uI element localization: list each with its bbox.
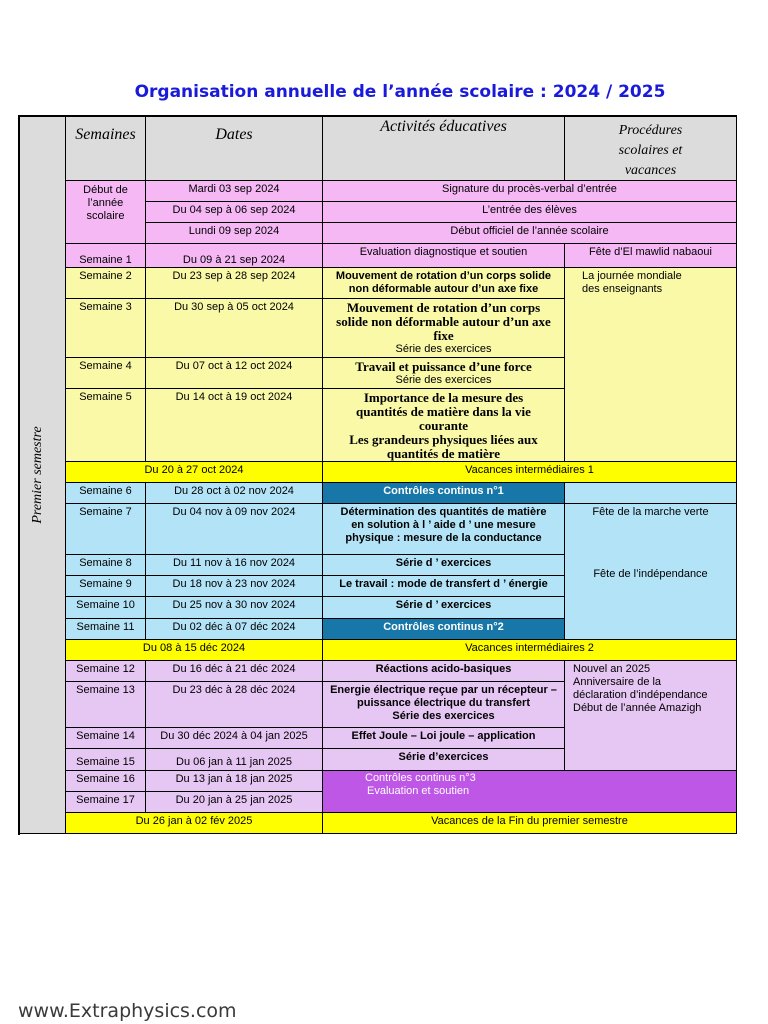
activity-week-14: Effet Joule – Loi joule – application	[323, 728, 565, 749]
procedure-independence: Fête de l’indépendance	[593, 568, 708, 580]
procedure-line: déclaration d’indépendance	[573, 689, 708, 701]
date-week-10: Du 25 nov à 30 nov 2024	[146, 597, 323, 619]
activity-line: courante	[418, 418, 469, 433]
header-procedures-line: Procédures	[618, 123, 683, 138]
activity-line: Série des exercices	[395, 374, 492, 386]
activity-week-8: Série d ’ exercices	[323, 555, 565, 576]
activity-line: non déformable autour d’un axe fixe	[348, 283, 539, 295]
activity-weeks-16-17	[323, 771, 737, 813]
procedure-line: La journée mondiale	[582, 270, 682, 282]
week-10: Semaine 10	[66, 597, 146, 619]
holiday-1-date: Du 20 à 27 oct 2024	[66, 462, 323, 483]
date-week-5: Du 14 oct à 19 oct 2024	[146, 389, 323, 462]
week-1: Semaine 1	[66, 244, 146, 268]
date-week-6: Du 28 oct à 02 nov 2024	[146, 483, 323, 504]
start-week-cell	[66, 181, 146, 244]
activity-line: physique : mesure de la conductance	[345, 532, 542, 544]
week-9: Semaine 9	[66, 576, 146, 597]
header-dates: Dates	[146, 117, 323, 181]
date-week-4: Du 07 oct à 12 oct 2024	[146, 358, 323, 389]
activity-week-2	[323, 268, 565, 299]
procedure-november	[565, 504, 737, 640]
activity-line: Mouvement de rotation d’un corps	[346, 300, 541, 315]
activity-line: Contrôles continus n°3	[365, 772, 476, 784]
procedure-winter	[565, 661, 737, 771]
week-4: Semaine 4	[66, 358, 146, 389]
date-week-11: Du 02 déc à 07 déc 2024	[146, 619, 323, 640]
holiday-3-date: Du 26 jan à 02 fév 2025	[66, 813, 323, 834]
footer-website: www.Extraphysics.com	[18, 1000, 237, 1022]
activity-week-1: Evaluation diagnostique et soutien	[323, 244, 565, 268]
week-3: Semaine 3	[66, 299, 146, 358]
activity-line: quantités de matière	[386, 446, 501, 461]
header-procedures-line: scolaires et	[618, 143, 683, 158]
date-week-14: Du 30 déc 2024 à 04 jan 2025	[146, 728, 323, 749]
activity-line: fixe	[433, 328, 454, 343]
activity-week-9: Le travail : mode de transfert d ’ énergie	[323, 576, 565, 597]
date-week-1: Du 09 à 21 sep 2024	[146, 244, 323, 268]
date-week-3: Du 30 sep à 05 oct 2024	[146, 299, 323, 358]
start-activity-2: L’entrée des élèves	[323, 202, 737, 223]
week-8: Semaine 8	[66, 555, 146, 576]
header-procedures	[565, 117, 737, 181]
activity-week-11: Contrôles continus n°2	[323, 619, 565, 640]
activity-week-13	[323, 682, 565, 728]
week-6: Semaine 6	[66, 483, 146, 504]
activity-line: Energie électrique reçue par un récepteur –	[330, 684, 557, 696]
activity-week-12: Réactions acido-basiques	[323, 661, 565, 682]
procedure-line: Début de l’année Amazigh	[573, 702, 702, 714]
procedure-mawlid: Fête d’El mawlid nabaoui	[565, 244, 737, 268]
activity-line: quantités de matière dans la vie	[356, 404, 531, 419]
start-week-line: Début de	[83, 184, 128, 196]
date-week-7: Du 04 nov à 09 nov 2024	[146, 504, 323, 555]
date-week-16: Du 13 jan à 18 jan 2025	[146, 771, 323, 792]
header-activities: Activités éducatives	[323, 117, 565, 181]
start-activity-3: Début officiel de l’année scolaire	[323, 223, 737, 244]
activity-line: Détermination des quantités de matière	[340, 506, 547, 518]
semester-label: Premier semestre	[30, 426, 45, 524]
procedure-line: des enseignants	[582, 283, 663, 295]
activity-line: Série des exercices	[392, 710, 495, 722]
procedure-green-march: Fête de la marche verte	[592, 506, 709, 518]
activity-line: Série des exercices	[395, 343, 492, 355]
week-13: Semaine 13	[66, 682, 146, 728]
week-14: Semaine 14	[66, 728, 146, 749]
activity-week-6: Contrôles continus n°1	[323, 483, 565, 504]
date-week-15: Du 06 jan à 11 jan 2025	[146, 749, 323, 771]
activity-line: Mouvement de rotation d’un corps solide	[335, 270, 552, 282]
week-12: Semaine 12	[66, 661, 146, 682]
date-week-12: Du 16 déc à 21 déc 2024	[146, 661, 323, 682]
activity-line: solide non déformable autour d’un axe	[336, 314, 551, 329]
week-17: Semaine 17	[66, 792, 146, 813]
start-date-2: Du 04 sep à 06 sep 2024	[146, 202, 323, 223]
procedure-week-6	[565, 483, 737, 504]
week-2: Semaine 2	[66, 268, 146, 299]
date-week-9: Du 18 nov à 23 nov 2024	[146, 576, 323, 597]
holiday-2-label: Vacances intermédiaires 2	[323, 640, 737, 661]
start-week-line: l’année	[87, 197, 124, 209]
start-activity-1: Signature du procès-verbal d’entrée	[323, 181, 737, 202]
activity-week-15: Série d’exercices	[323, 749, 565, 771]
week-5: Semaine 5	[66, 389, 146, 462]
holiday-1-label: Vacances intermédiaires 1	[323, 462, 737, 483]
activity-week-10: Série d ’ exercices	[323, 597, 565, 619]
activity-week-5	[323, 389, 565, 462]
header-procedures-line: vacances	[624, 163, 677, 178]
date-week-8: Du 11 nov à 16 nov 2024	[146, 555, 323, 576]
holiday-2-date: Du 08 à 15 déc 2024	[66, 640, 323, 661]
week-11: Semaine 11	[66, 619, 146, 640]
holiday-3-label: Vacances de la Fin du premier semestre	[323, 813, 737, 834]
activity-line: Evaluation et soutien	[367, 785, 470, 797]
activity-week-4	[323, 358, 565, 389]
activity-week-3	[323, 299, 565, 358]
activity-line: Travail et puissance d’une force	[355, 359, 532, 374]
start-week-line: scolaire	[86, 210, 125, 222]
procedure-line: Anniversaire de la	[573, 676, 662, 688]
page-title: Organisation annuelle de l’année scolaire : 2024 / 2025	[134, 82, 666, 102]
activity-line: en solution à l ’ aide d ’ une mesure	[351, 519, 536, 531]
procedure-teachers-day	[565, 268, 737, 462]
date-week-17: Du 20 jan à 25 jan 2025	[146, 792, 323, 813]
activity-line: Les grandeurs physiques liées aux	[349, 432, 538, 447]
activity-week-7	[323, 504, 565, 555]
week-7: Semaine 7	[66, 504, 146, 555]
week-15: Semaine 15	[66, 749, 146, 771]
activity-line: puissance électrique du transfert	[357, 697, 530, 709]
date-week-13: Du 23 déc à 28 déc 2024	[146, 682, 323, 728]
header-weeks: Semaines	[66, 117, 146, 181]
start-date-1: Mardi 03 sep 2024	[146, 181, 323, 202]
week-16: Semaine 16	[66, 771, 146, 792]
activity-line: Importance de la mesure des	[363, 390, 524, 405]
date-week-2: Du 23 sep à 28 sep 2024	[146, 268, 323, 299]
procedure-line: Nouvel an 2025	[573, 663, 651, 675]
start-date-3: Lundi 09 sep 2024	[146, 223, 323, 244]
